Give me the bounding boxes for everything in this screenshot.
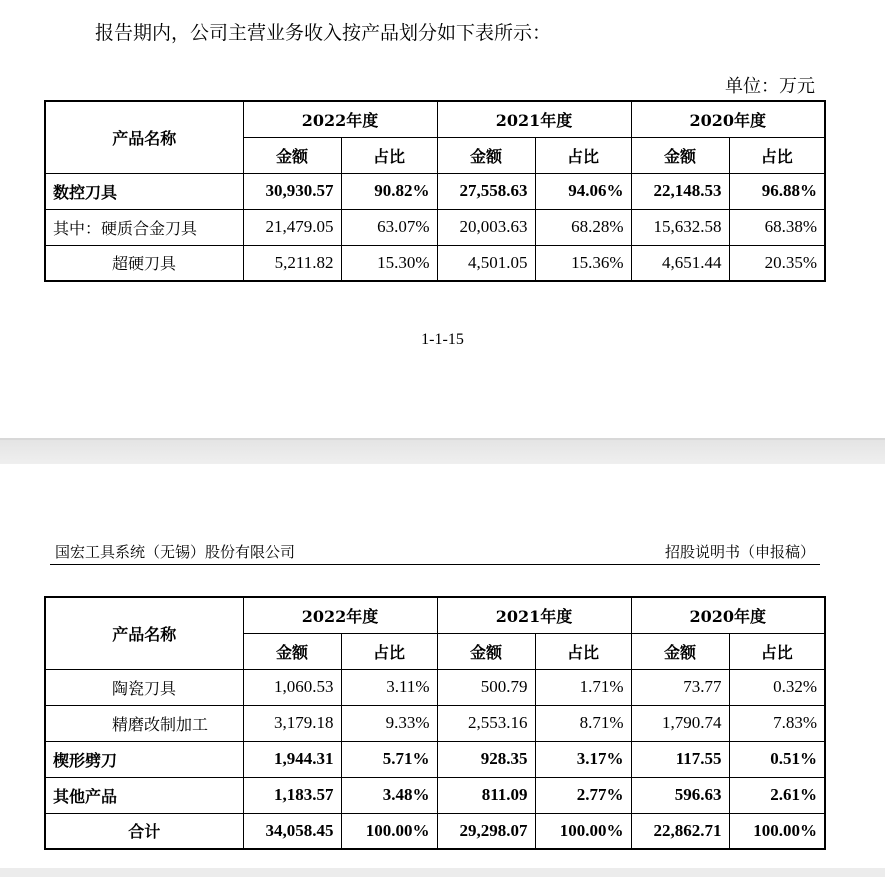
header-ratio: 占比 (535, 633, 631, 669)
cell-value: 9.33% (341, 705, 437, 741)
header-year-2021: 2021年度 (437, 597, 631, 633)
revenue-table-part1 (44, 100, 826, 282)
row-product-name: 其中：硬质合金刀具 (45, 209, 243, 245)
header-amount: 金额 (631, 137, 729, 173)
row-product-name: 精磨改制加工 (45, 705, 243, 741)
cell-value: 596.63 (631, 777, 729, 813)
cell-value: 15.30% (341, 245, 437, 281)
page-break (0, 440, 885, 464)
cell-value: 500.79 (437, 669, 535, 705)
cell-value: 100.00% (729, 813, 825, 849)
intro-text: 报告期内，公司主营业务收入按产品划分如下表所示： (95, 22, 552, 44)
header-amount: 金额 (243, 633, 341, 669)
page-number: 1-1-15 (421, 331, 464, 348)
header-year-2022: 2022年度 (243, 597, 437, 633)
table-row (45, 741, 825, 777)
header-ratio: 占比 (535, 137, 631, 173)
cell-value: 7.83% (729, 705, 825, 741)
header-amount: 金额 (243, 137, 341, 173)
cell-value: 73.77 (631, 669, 729, 705)
row-product-name: 合计 (45, 813, 243, 849)
cell-value: 90.82% (341, 173, 437, 209)
header-year-2020: 2020年度 (631, 597, 825, 633)
header-ratio: 占比 (341, 137, 437, 173)
header-year-2021: 2021年度 (437, 101, 631, 137)
table-row (45, 173, 825, 209)
document-type-header: 招股说明书（申报稿） (664, 543, 815, 561)
header-amount: 金额 (437, 137, 535, 173)
header-ratio: 占比 (341, 633, 437, 669)
cell-value: 15.36% (535, 245, 631, 281)
cell-value: 100.00% (535, 813, 631, 849)
cell-value: 68.28% (535, 209, 631, 245)
cell-value: 5,211.82 (243, 245, 341, 281)
cell-value: 100.00% (341, 813, 437, 849)
cell-value: 2.77% (535, 777, 631, 813)
cell-value: 5.71% (341, 741, 437, 777)
cell-value: 4,501.05 (437, 245, 535, 281)
row-product-name: 数控刀具 (45, 173, 243, 209)
header-year-2022: 2022年度 (243, 101, 437, 137)
cell-value: 2.61% (729, 777, 825, 813)
cell-value: 811.09 (437, 777, 535, 813)
cell-value: 1,790.74 (631, 705, 729, 741)
header-rule (50, 564, 820, 565)
cell-value: 94.06% (535, 173, 631, 209)
row-product-name: 其他产品 (45, 777, 243, 813)
header-product-name: 产品名称 (45, 101, 243, 173)
table-row (45, 777, 825, 813)
cell-value: 3.48% (341, 777, 437, 813)
cell-value: 928.35 (437, 741, 535, 777)
cell-value: 4,651.44 (631, 245, 729, 281)
total-row (45, 813, 825, 849)
cell-value: 2,553.16 (437, 705, 535, 741)
cell-value: 3.17% (535, 741, 631, 777)
cell-value: 8.71% (535, 705, 631, 741)
cell-value: 1.71% (535, 669, 631, 705)
cell-value: 0.32% (729, 669, 825, 705)
table-row (45, 705, 825, 741)
cell-value: 20,003.63 (437, 209, 535, 245)
row-product-name: 楔形劈刀 (45, 741, 243, 777)
row-product-name: 超硬刀具 (45, 245, 243, 281)
table-row (45, 669, 825, 705)
header-product-name: 产品名称 (45, 597, 243, 669)
unit-label: 单位：万元 (725, 76, 815, 97)
cell-value: 3,179.18 (243, 705, 341, 741)
cell-value: 1,060.53 (243, 669, 341, 705)
cell-value: 96.88% (729, 173, 825, 209)
cell-value: 27,558.63 (437, 173, 535, 209)
cell-value: 117.55 (631, 741, 729, 777)
cell-value: 22,862.71 (631, 813, 729, 849)
cell-value: 21,479.05 (243, 209, 341, 245)
cell-value: 29,298.07 (437, 813, 535, 849)
cell-value: 63.07% (341, 209, 437, 245)
header-year-2020: 2020年度 (631, 101, 825, 137)
cell-value: 68.38% (729, 209, 825, 245)
page-break-bottom (0, 868, 885, 877)
cell-value: 3.11% (341, 669, 437, 705)
company-header: 国宏工具系统（无锡）股份有限公司 (55, 543, 296, 561)
table-row (45, 209, 825, 245)
cell-value: 34,058.45 (243, 813, 341, 849)
cell-value: 22,148.53 (631, 173, 729, 209)
header-amount: 金额 (631, 633, 729, 669)
header-ratio: 占比 (729, 633, 825, 669)
cell-value: 0.51% (729, 741, 825, 777)
row-product-name: 陶瓷刀具 (45, 669, 243, 705)
cell-value: 30,930.57 (243, 173, 341, 209)
cell-value: 1,183.57 (243, 777, 341, 813)
cell-value: 20.35% (729, 245, 825, 281)
cell-value: 1,944.31 (243, 741, 341, 777)
header-ratio: 占比 (729, 137, 825, 173)
revenue-table-part2 (44, 596, 826, 850)
cell-value: 15,632.58 (631, 209, 729, 245)
header-amount: 金额 (437, 633, 535, 669)
table-row (45, 245, 825, 281)
